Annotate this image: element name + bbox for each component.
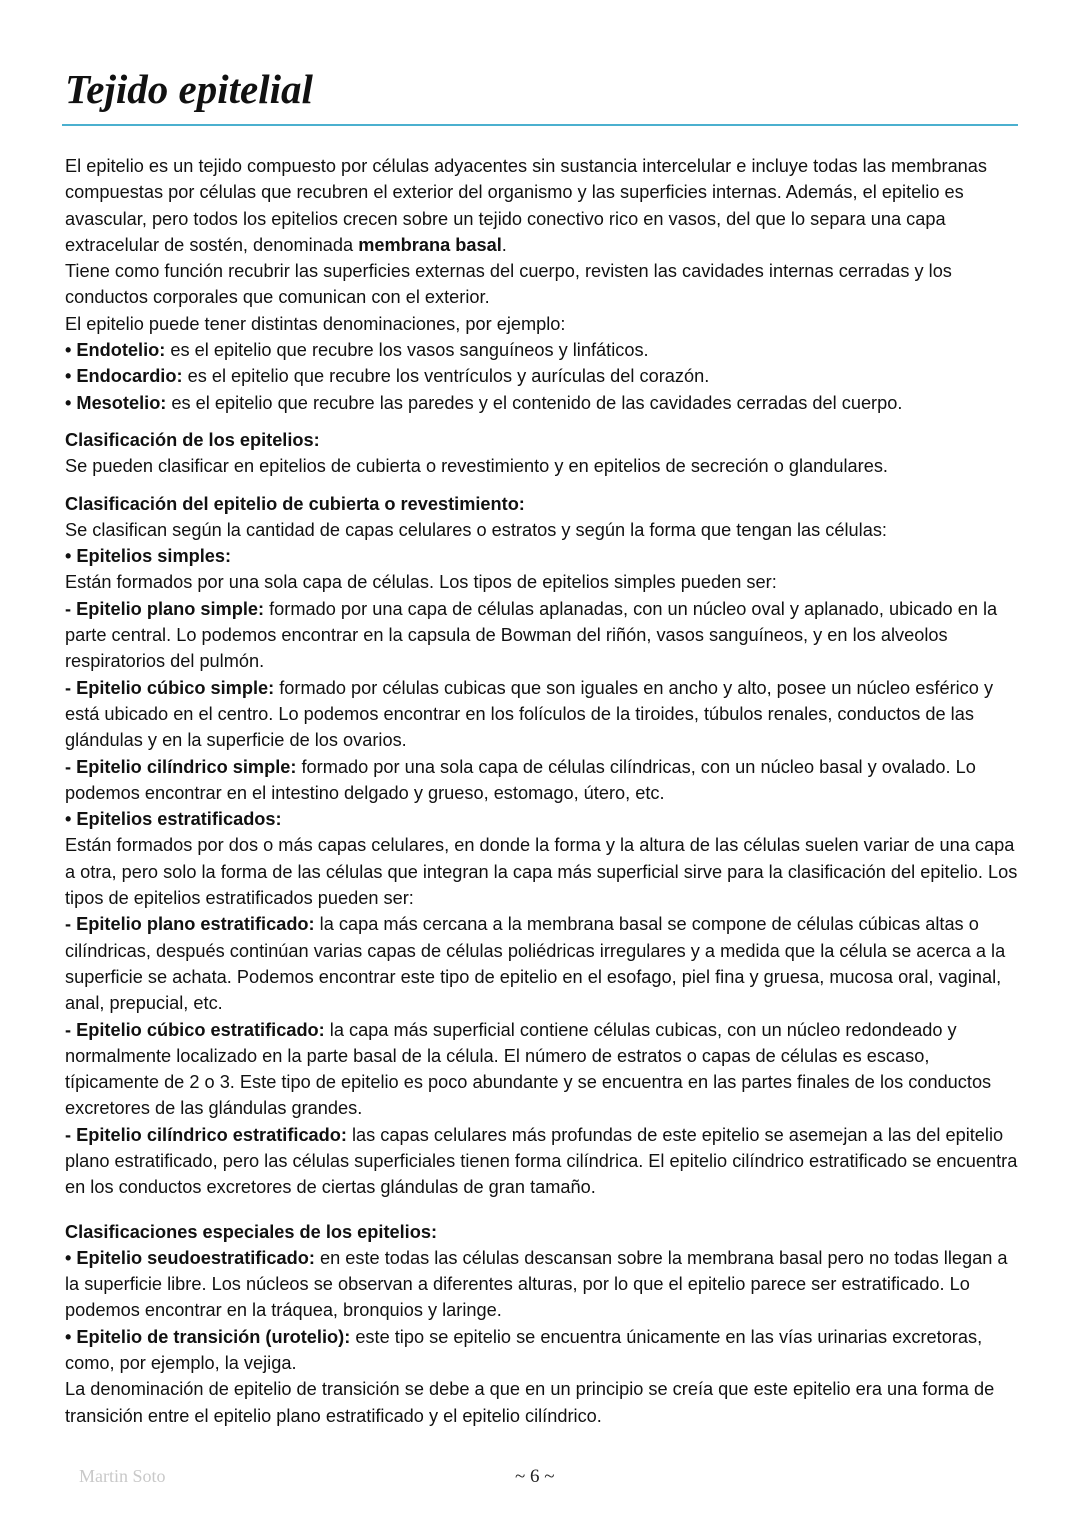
footer-author: Martin Soto (79, 1466, 166, 1486)
title-divider (62, 124, 1018, 126)
list-item-term: - Epitelio cúbico simple: (65, 677, 275, 698)
list-item-term: • Epitelio de transición (urotelio): (65, 1326, 351, 1347)
list-item (65, 337, 1020, 363)
subsection-heading: • Epitelios simples: (65, 546, 232, 567)
section-heading: Clasificaciones especiales de los epitelios: (65, 1221, 438, 1242)
list-item-text: la capa más superficial contiene células cubicas, con un núcleo redondeado y normalmente localizado en la parte basal de la célula. El número de estratos o capas de células es escaso, típicamente de 2 o 3. Este tipo de epitelio es poco abundante y se encuentra en las partes finales de los conductos excretores de las glándulas grandes. (65, 1019, 992, 1119)
list-item-text: la capa más cercana a la membrana basal se compone de células cúbicas altas o cilíndricas, después continúan varias capas de células poliédricas irregulares y a medida que la célula se acerca a la superficie se achata. Podemos encontrar este tipo de epitelio en el esofago, piel fina y gruesa, mucosa oral, vaginal, anal, prepucial, etc. (65, 914, 1006, 1014)
subsection-heading: • Epitelios estratificados: (65, 809, 282, 830)
list-item (65, 390, 1020, 416)
subsection-text: Están formados por dos o más capas celulares, en donde la forma y la altura de las células suelen variar de una capa a otra, pero solo la forma de las células que integran la capa más superficial sirve para la clasificación del epitelio. Los tipos de epitelios estratificados pueden ser: (65, 835, 1018, 909)
list-item (65, 675, 1020, 754)
document-body (65, 153, 1020, 1429)
list-item-term: - Epitelio plano estratificado: (65, 914, 315, 935)
list-item-term: - Epitelio plano simple: (65, 598, 265, 619)
list-item-text: en este todas las células descansan sobre la membrana basal pero no todas llegan a la superficie libre. Los núcleos se observan a diferentes alturas, por lo que el epitelio parece ser estratificado. Lo podemos encontrar en la tráquea, bronquios y laringe. (65, 1247, 1008, 1321)
list-item-text: formado por una capa de células aplanadas, con un núcleo oval y aplanado, ubicado en la parte central. Lo podemos encontrar en la capsula de Bowman del riñón, vasos sanguíneos, y en los alveolos respiratorios del pulmón. (65, 598, 998, 672)
list-item-text: es el epitelio que recubre los vasos sanguíneos y linfáticos. (165, 340, 649, 361)
page-number: ~ 6 ~ (515, 1466, 555, 1487)
list-item-text: es el epitelio que recubre los ventrículos y aurículas del corazón. (182, 366, 710, 387)
subsection-text: Están formados por una sola capa de células. Los tipos de epitelios simples pueden ser: (65, 572, 777, 593)
section-heading: Clasificación del epitelio de cubierta o revestimiento: (65, 493, 525, 514)
list-item-term: • Mesotelio: (65, 392, 167, 413)
list-item (65, 1245, 1020, 1324)
list-item-term: • Endotelio: (65, 340, 166, 361)
list-item (65, 363, 1020, 389)
list-item-text: las capas celulares más profundas de este epitelio se asemejan a las del epitelio plano estratificado, pero las células superficiales tienen forma cilíndrica. El epitelio cilíndrico estratificado se encuentra en los conductos excretores de ciertas glándulas de gran tamaño. (65, 1124, 1018, 1198)
list-item-text: formado por una sola capa de células cilíndricas, con un núcleo basal y ovalado. Lo podemos encontrar en el intestino delgado y grueso, estomago, útero, etc. (65, 756, 976, 803)
list-item-term: - Epitelio cilíndrico simple: (65, 756, 297, 777)
list-item-term: • Endocardio: (65, 366, 183, 387)
list-item-text: este tipo se epitelio se encuentra únicamente en las vías urinarias excretoras, como, por ejemplo, la vejiga. (65, 1326, 983, 1374)
list-item (65, 1324, 1020, 1377)
list-item (65, 754, 1020, 807)
list-item-text: es el epitelio que recubre las paredes y el contenido de las cavidades cerradas del cuerpo. (166, 392, 903, 413)
list-item-term: • Epitelio seudoestratificado: (65, 1247, 315, 1268)
section-heading: Clasificación de los epitelios: (65, 429, 320, 450)
intro-bold-term: membrana basal (358, 234, 502, 255)
closing-paragraph: La denominación de epitelio de transición se debe a que en un principio se creía que este epitelio era una forma de transición entre el epitelio plano estratificado y el epitelio cilíndrico. (65, 1379, 995, 1426)
list-item-text: formado por células cubicas que son iguales en ancho y alto, posee un núcleo esférico y está ubicado en el centro. Lo podemos encontrar en los folículos de la tiroides, túbulos renales, conductos de las glándulas y en la superficie de los ovarios. (65, 677, 994, 751)
section-text: Se clasifican según la cantidad de capas celulares o estratos y según la forma que tengan las células: (65, 519, 887, 540)
list-item (65, 596, 1020, 675)
list-item-term: - Epitelio cilíndrico estratificado: (65, 1124, 347, 1145)
intro-end: . (501, 234, 507, 255)
function-paragraph: Tiene como función recubrir las superficies externas del cuerpo, revisten las cavidades internas cerradas y los conductos corporales que comunican con el exterior. (65, 261, 952, 308)
section-text: Se pueden clasificar en epitelios de cubierta o revestimiento y en epitelios de secreción o glandulares. (65, 456, 888, 477)
intro-text: El epitelio es un tejido compuesto por células adyacentes sin sustancia intercelular e incluye todas las membranas compuestas por células que recubren el exterior del organismo y las superficies internas. Además, el epitelio es avascular, pero todos los epitelios crecen sobre un tejido conectivo rico en vasos, del que lo separa una capa extracelular de sostén, denominada (65, 156, 988, 255)
denominations-intro: El epitelio puede tener distintas denominaciones, por ejemplo: (65, 313, 566, 334)
intro-paragraph (65, 153, 1020, 258)
page-title: Tejido epitelial (65, 66, 313, 112)
list-item (65, 1017, 1020, 1122)
list-item (65, 911, 1020, 1016)
list-item (65, 1122, 1020, 1201)
list-item-term: - Epitelio cúbico estratificado: (65, 1019, 325, 1040)
